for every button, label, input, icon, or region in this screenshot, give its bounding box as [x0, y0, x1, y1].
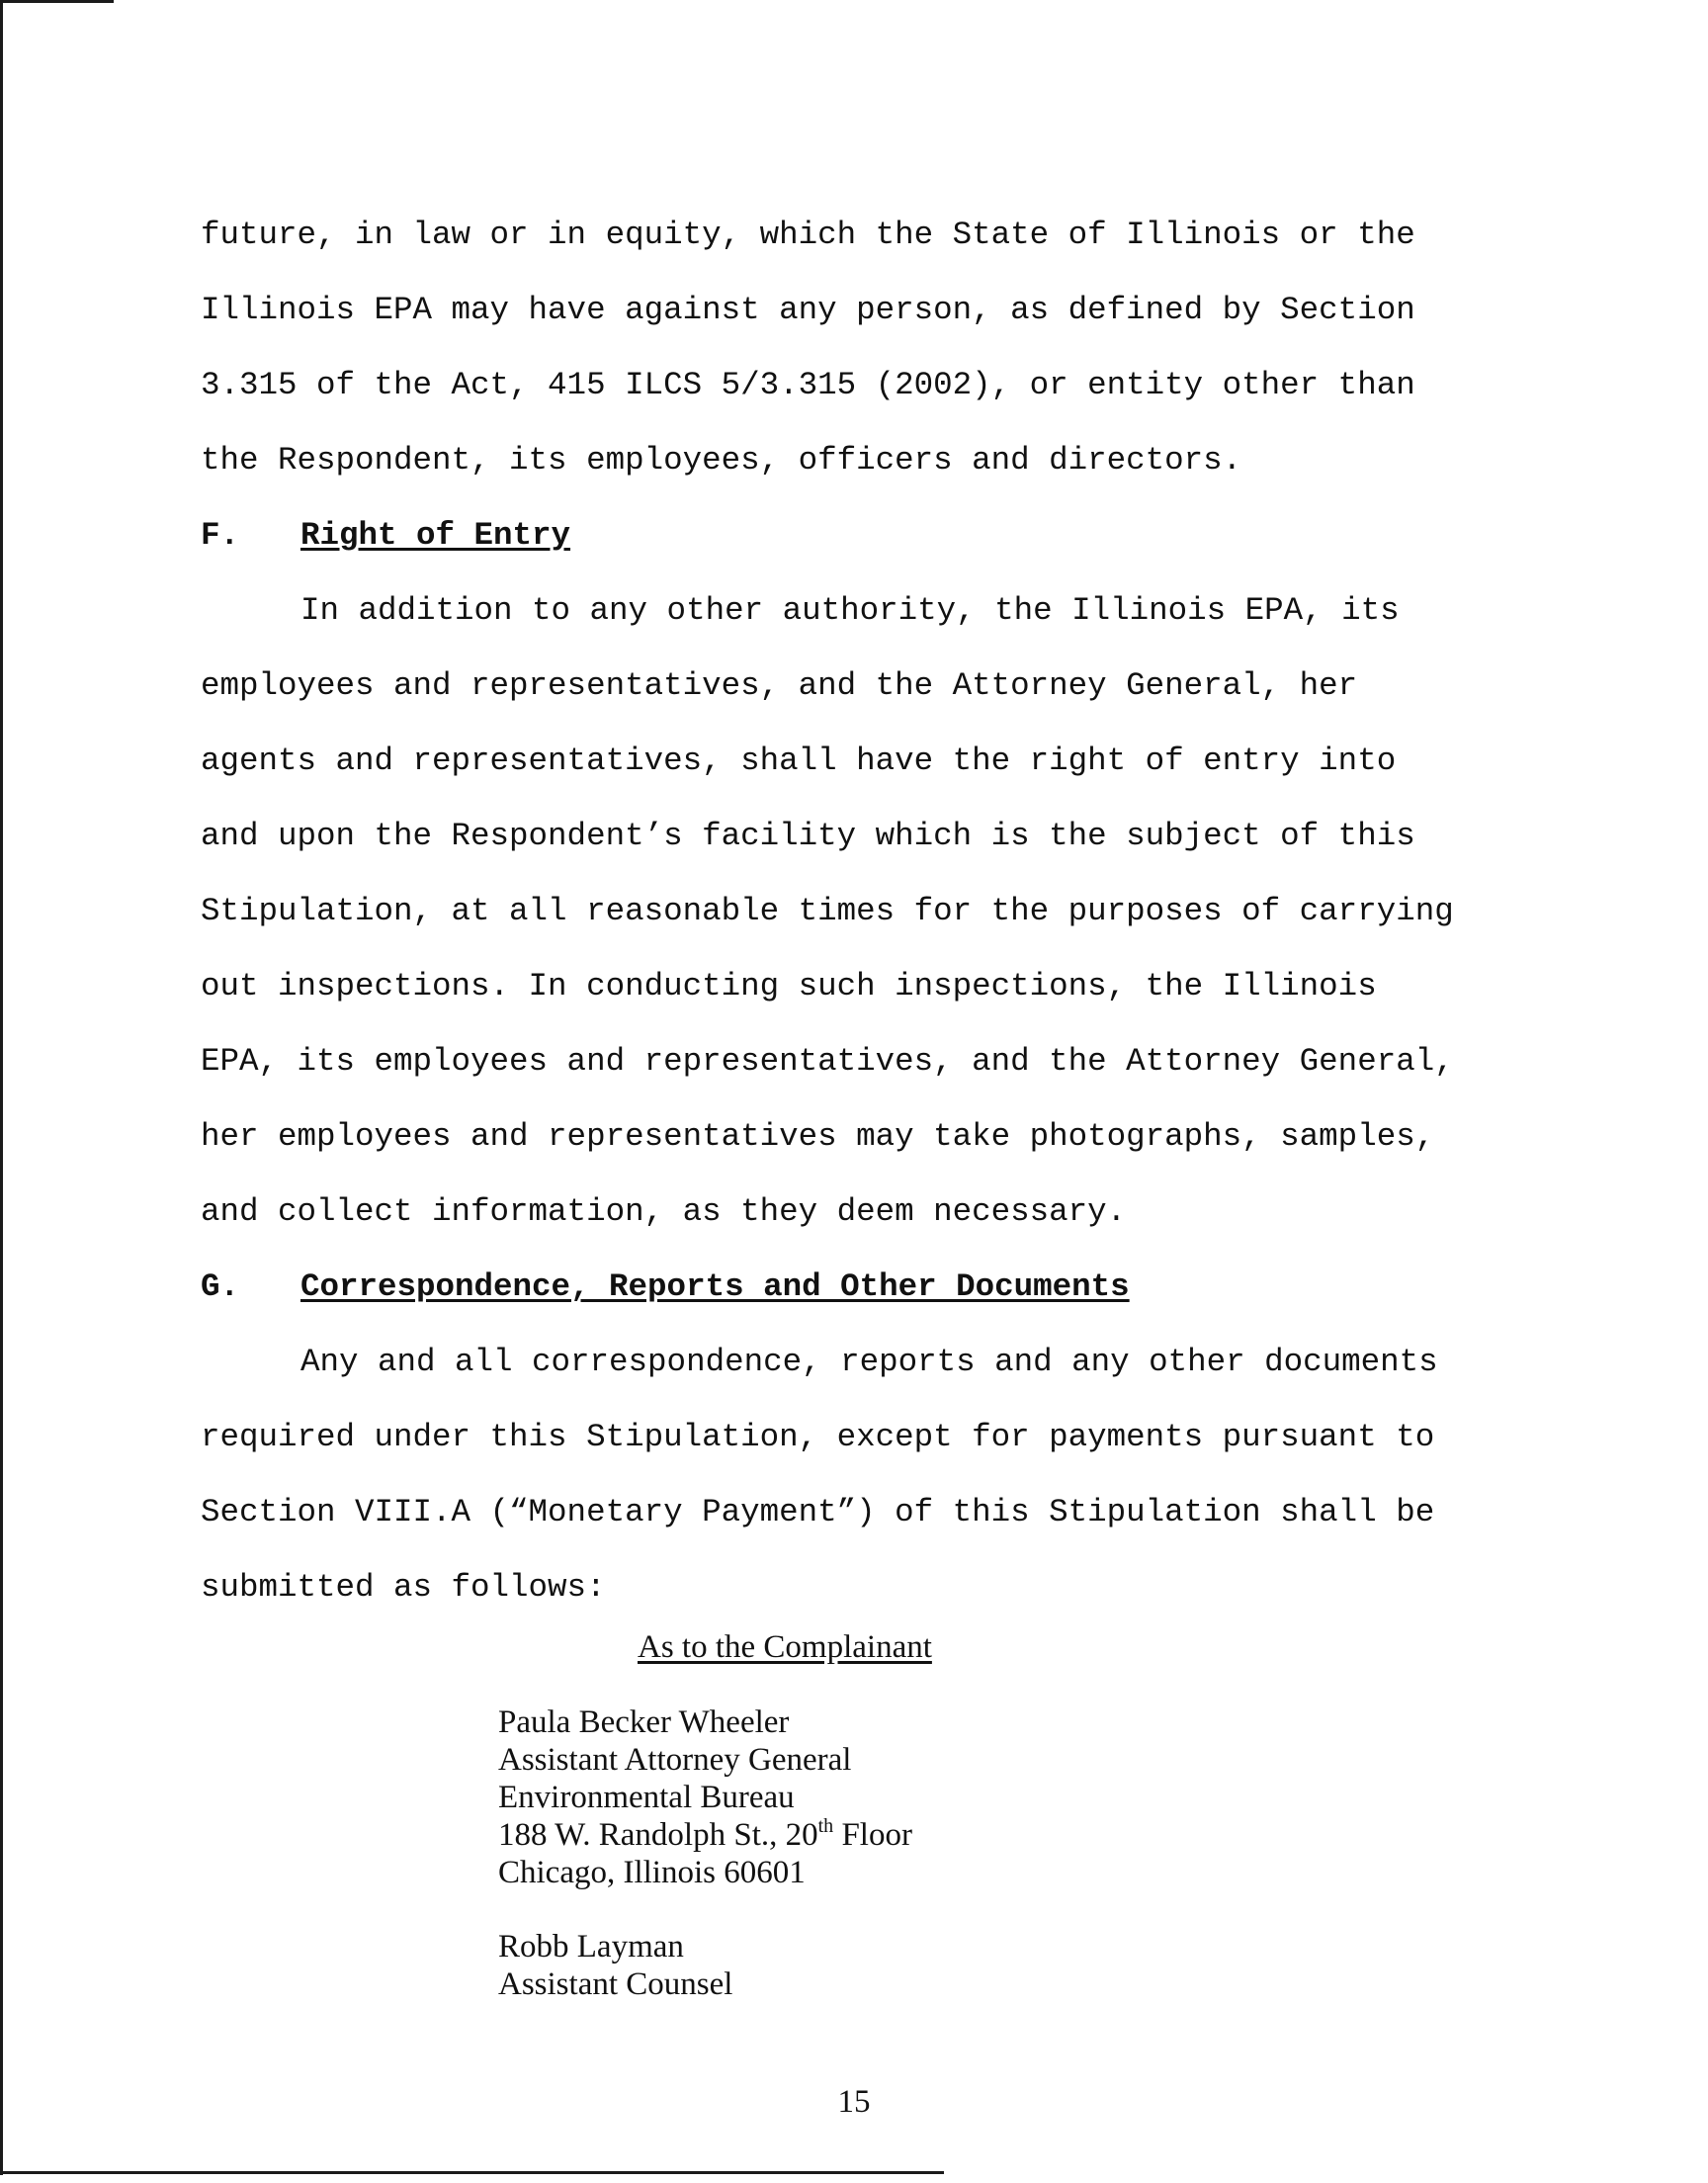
counsel-address-block [498, 1928, 732, 2003]
section-f-line: employees and representatives, and the Attorney General, her [201, 667, 1358, 704]
section-f-line: EPA, its employees and representatives, and the Attorney General, [201, 1043, 1454, 1080]
section-f-letter: F. [201, 517, 240, 554]
document-body [201, 198, 1515, 1625]
section-f-line: Stipulation, at all reasonable times for the purposes of carrying [201, 893, 1454, 929]
section-f-line: out inspections. In conducting such inspections, the Illinois [201, 968, 1377, 1004]
scan-border-top [0, 0, 114, 3]
intro-line: 3.315 of the Act, 415 ILCS 5/3.315 (2002), or entity other than [201, 367, 1415, 403]
section-f-heading [201, 498, 1515, 573]
complainant-heading: As to the Complainant [638, 1629, 932, 1665]
section-f-line: agents and representatives, shall have the right of entry into [201, 742, 1397, 779]
street-prefix: 188 W. Randolph St., 20 [498, 1817, 818, 1853]
section-f-line: and collect information, as they deem necessary. [201, 1193, 1127, 1230]
intro-line: Illinois EPA may have against any person, as defined by Section [201, 292, 1415, 328]
section-g-heading [201, 1250, 1515, 1325]
intro-line: the Respondent, its employees, officers and directors. [201, 442, 1242, 479]
scan-border-bottom [0, 2171, 944, 2174]
contact-street [498, 1816, 912, 1854]
scan-border-left [0, 0, 3, 2175]
section-g-line: submitted as follows: [201, 1569, 606, 1606]
contact-name: Paula Becker Wheeler [498, 1704, 790, 1740]
contact-city: Chicago, Illinois 60601 [498, 1855, 806, 1890]
section-g-title: Correspondence, Reports and Other Documents [300, 1268, 1130, 1305]
section-g-line: Any and all correspondence, reports and any other documents [300, 1344, 1438, 1380]
section-g-line: required under this Stipulation, except for payments pursuant to [201, 1419, 1435, 1455]
section-g-letter: G. [201, 1268, 240, 1305]
street-superscript: th [817, 1815, 834, 1837]
contact-title: Assistant Counsel [498, 1966, 733, 2002]
section-f-title: Right of Entry [300, 517, 571, 554]
page-number: 15 [837, 2084, 871, 2120]
section-g-line: Section VIII.A (“Monetary Payment”) of this Stipulation shall be [201, 1494, 1435, 1530]
street-suffix: Floor [833, 1817, 912, 1853]
contact-title: Assistant Attorney General [498, 1742, 852, 1778]
contact-bureau: Environmental Bureau [498, 1780, 795, 1815]
section-f-line: In addition to any other authority, the Illinois EPA, its [300, 592, 1400, 629]
complainant-address-block [498, 1703, 912, 1891]
section-f-line: her employees and representatives may take photographs, samples, [201, 1118, 1435, 1155]
section-f-line: and upon the Respondent’s facility which is the subject of this [201, 818, 1415, 854]
contact-name: Robb Layman [498, 1929, 684, 1965]
intro-line: future, in law or in equity, which the State of Illinois or the [201, 217, 1415, 253]
